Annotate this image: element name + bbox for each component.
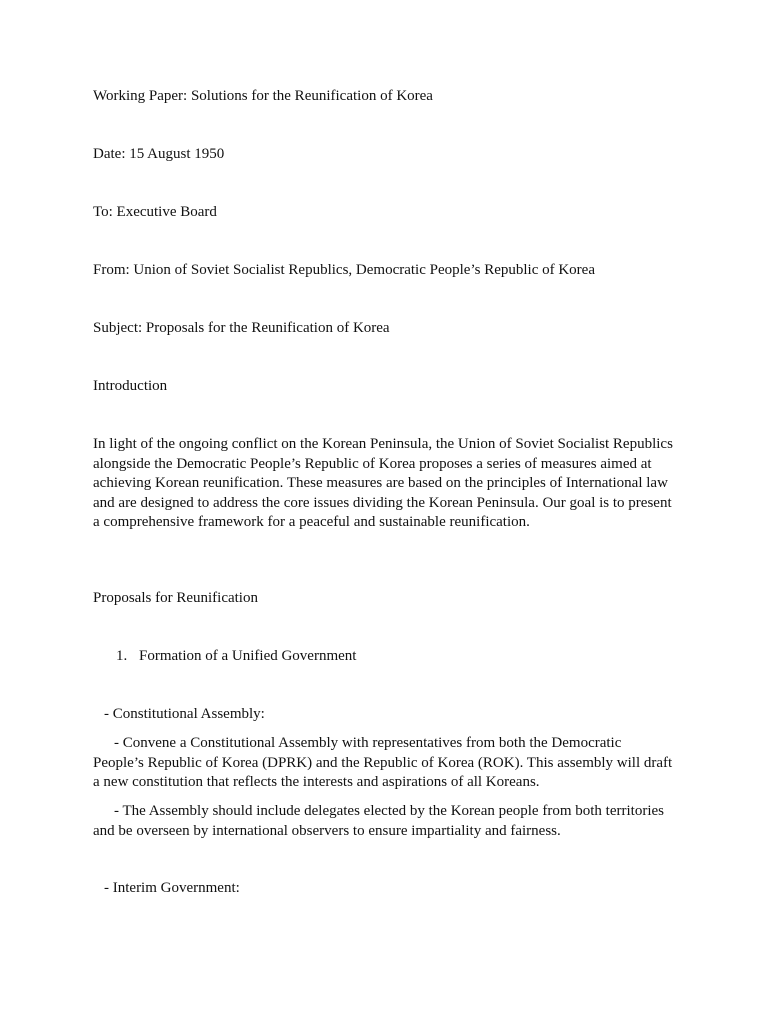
constitutional-assembly-point: - Convene a Constitutional Assembly with representatives from both the Democratic People’s Republic of Korea (DPRK) and the Republic of Korea (ROK). This assembly will draft a new constitution that reflects the interests and aspirations of all Koreans.: [93, 735, 673, 790]
interim-government-label: - Interim Government:: [104, 880, 240, 896]
document-subject: Subject: Proposals for the Reunification of Korea: [93, 320, 390, 336]
introduction-paragraph: In light of the ongoing conflict on the Korean Peninsula, the Union of Soviet Socialist Republics alongside the Democratic People’s Republic of Korea proposes a series of measures aimed at achieving Korean reunification. These measures are based on the principles of International law and are designed to address the core issues dividing the Korean Peninsula. Our goal is to present a comprehensive framework for a peaceful and sustainable reunification.: [93, 436, 673, 530]
document-recipient: To: Executive Board: [93, 204, 217, 220]
constitutional-assembly-label: - Constitutional Assembly:: [104, 706, 265, 722]
proposal-number: 1.: [116, 648, 128, 664]
introduction-heading: Introduction: [93, 378, 168, 394]
document-sender: From: Union of Soviet Socialist Republics, Democratic People’s Republic of Korea: [93, 262, 595, 278]
constitutional-assembly-point: - The Assembly should include delegates elected by the Korean people from both territories and be overseen by international observers to ensure impartiality and fairness.: [93, 803, 664, 839]
document-date: Date: 15 August 1950: [93, 146, 225, 162]
document-title: Working Paper: Solutions for the Reunification of Korea: [93, 88, 433, 104]
proposal-title: Formation of a Unified Government: [139, 648, 357, 664]
proposals-heading: Proposals for Reunification: [93, 590, 258, 606]
